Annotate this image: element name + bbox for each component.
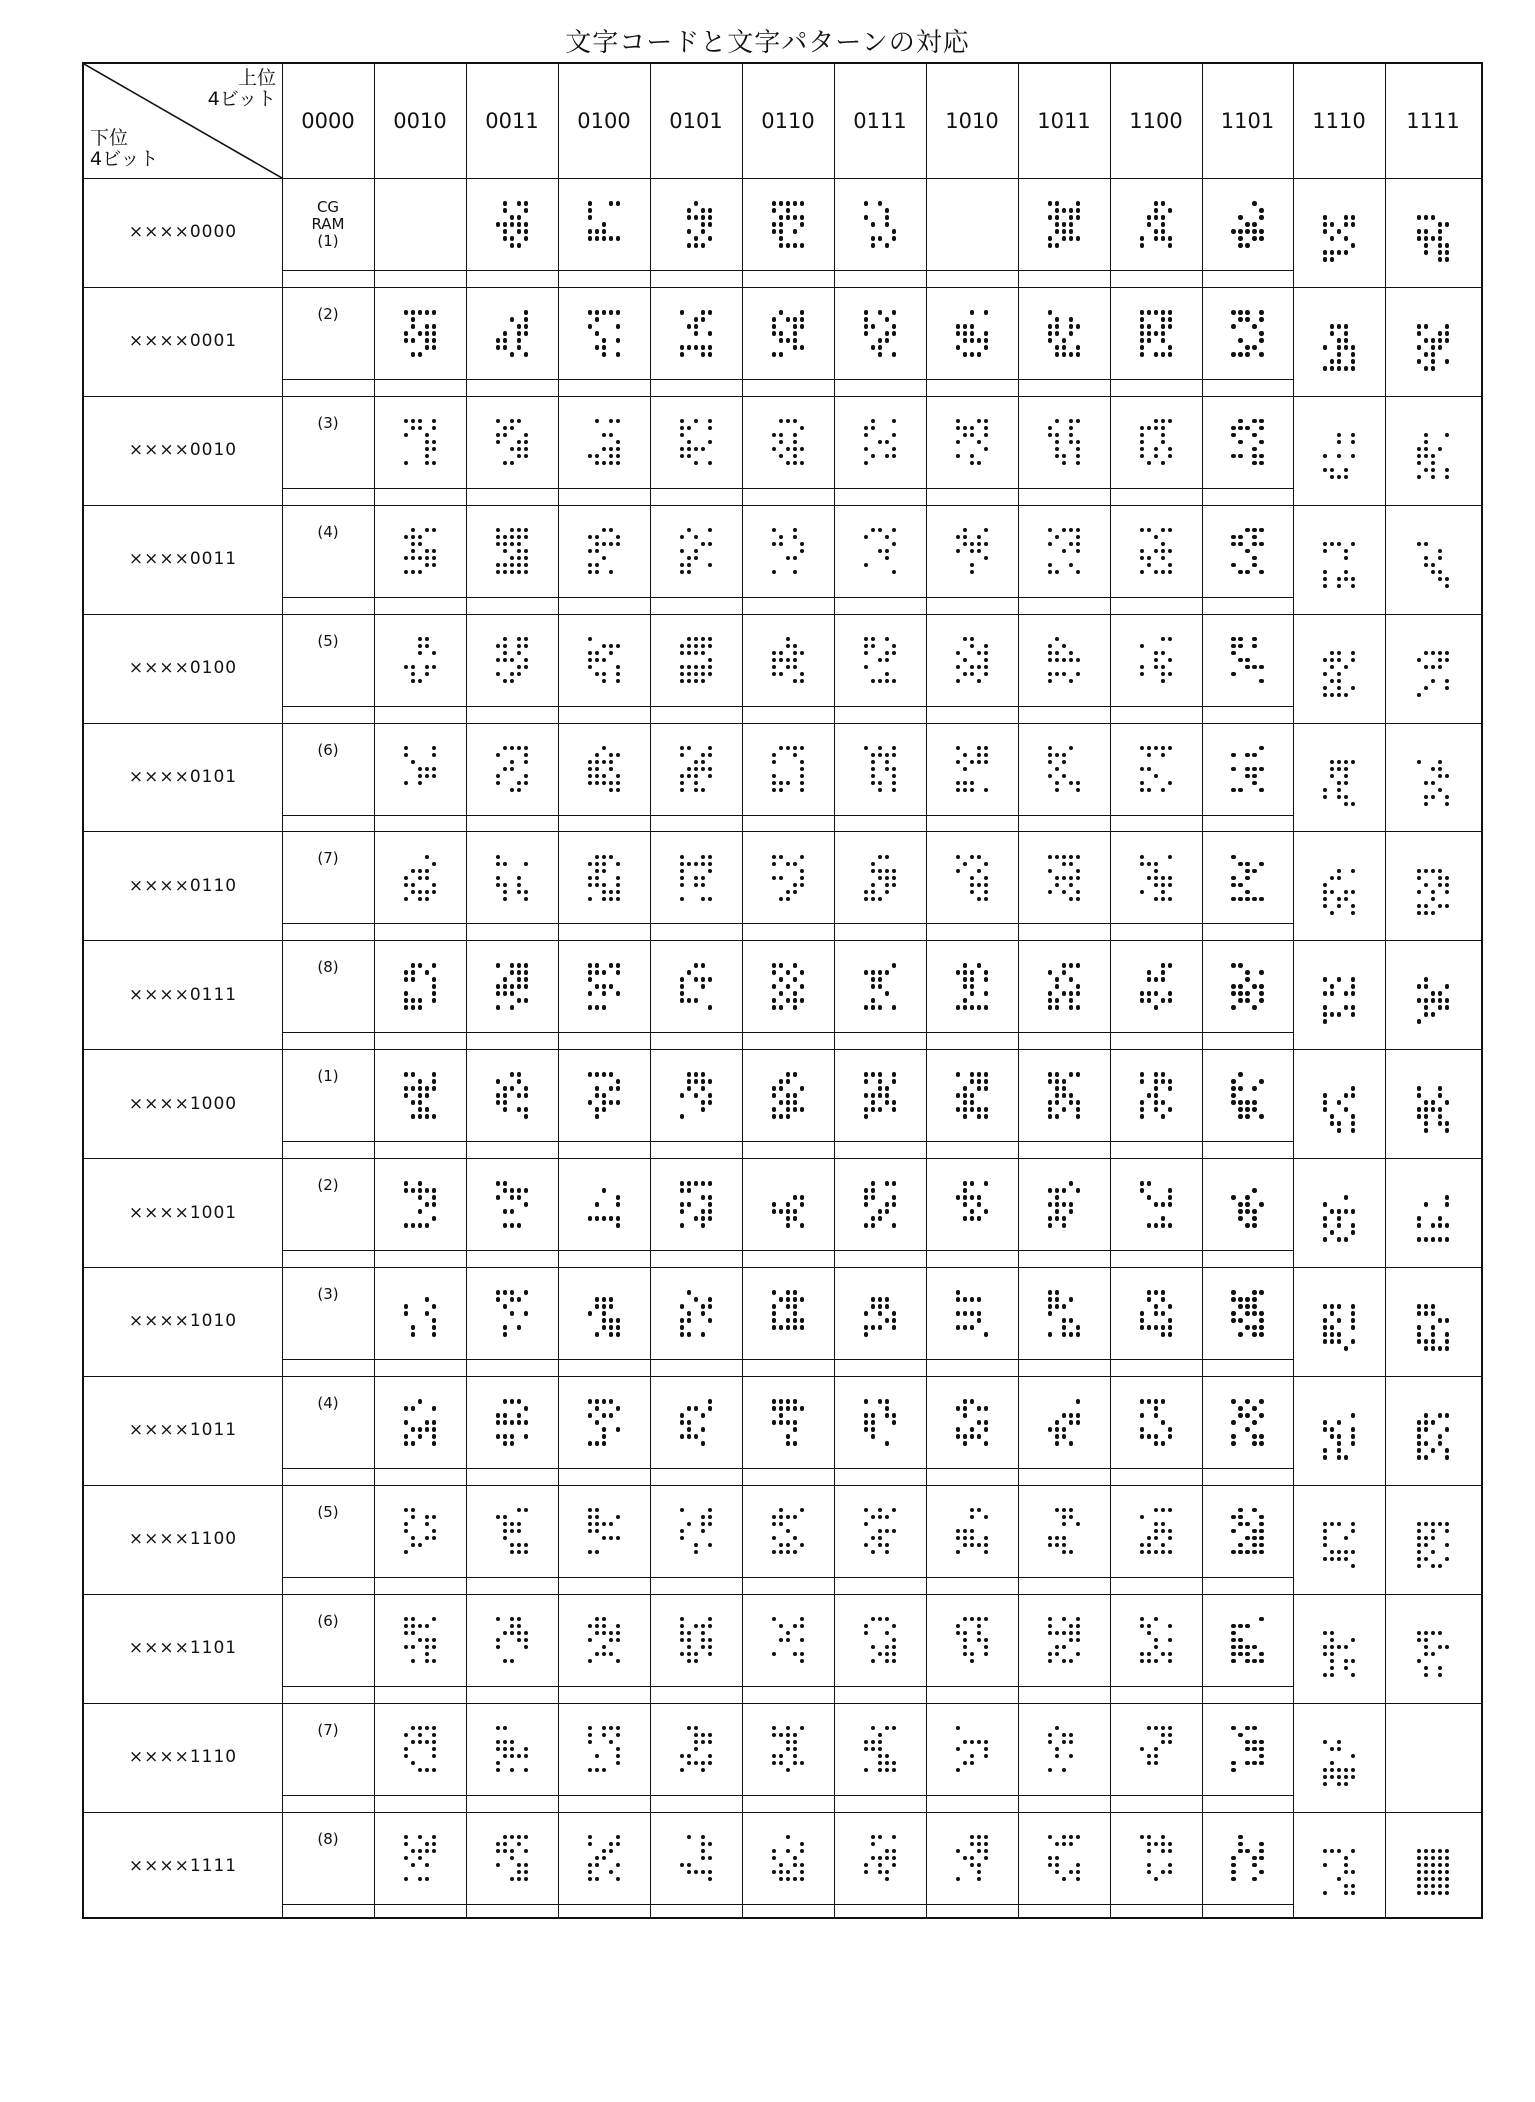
glyph-pattern [1047,1616,1082,1665]
glyph-pattern [587,200,622,249]
glyph-pattern [1047,309,1082,358]
glyph-pattern [403,853,438,902]
glyph-pattern [679,962,714,1011]
row-divider [84,940,1481,941]
glyph-pattern [955,745,990,794]
cgram-line1: CG [316,197,340,216]
glyph-pattern [1139,962,1174,1011]
character-code-table [82,62,1483,1919]
glyph-pattern [1322,1630,1357,1679]
glyph-pattern [771,636,806,685]
glyph-pattern [587,1616,622,1665]
glyph-pattern [587,636,622,685]
glyph-pattern [403,1507,438,1556]
glyph-pattern [587,1398,622,1447]
cgram-number: (4) [317,1393,339,1412]
glyph-pattern [1139,1725,1174,1774]
glyph-pattern [1230,309,1265,358]
glyph-subdivider [282,1904,1293,1905]
glyph-pattern [955,1289,990,1338]
glyph-subdivider [282,1359,1293,1360]
glyph-pattern [1416,1085,1451,1134]
glyph-pattern [495,1834,530,1883]
column-divider [926,64,927,1917]
glyph-pattern [1322,214,1357,263]
glyph-pattern [1322,541,1357,590]
glyph-pattern [1047,1180,1082,1229]
glyph-pattern [863,200,898,249]
glyph-pattern [863,418,898,467]
column-divider [1202,64,1203,1917]
glyph-pattern [771,1616,806,1665]
glyph-pattern [1047,1398,1082,1447]
glyph-pattern [771,1725,806,1774]
glyph-pattern [495,1725,530,1774]
glyph-pattern [587,745,622,794]
cgram-number: (2) [317,1176,339,1195]
glyph-pattern [1047,200,1082,249]
glyph-pattern [679,1616,714,1665]
glyph-pattern [1139,745,1174,794]
glyph-subdivider [282,923,1293,924]
row-label: ××××1110 [128,1747,238,1768]
cgram-number: (1) [317,1067,339,1086]
glyph-pattern [1322,650,1357,699]
glyph-pattern [863,962,898,1011]
glyph-pattern [1322,1848,1357,1897]
glyph-subdivider [282,1250,1293,1251]
glyph-pattern [863,1289,898,1338]
glyph-pattern [771,200,806,249]
glyph-pattern [1047,527,1082,576]
glyph-pattern [1047,1289,1082,1338]
row-divider [84,505,1481,506]
glyph-pattern [955,962,990,1011]
glyph-pattern [1416,976,1451,1025]
column-divider [374,64,375,1917]
column-header: 1110 [1312,109,1366,133]
glyph-pattern [679,200,714,249]
column-header: 0000 [301,109,355,133]
glyph-pattern [1322,323,1357,372]
glyph-pattern [403,636,438,685]
column-header: 1010 [945,109,999,133]
glyph-pattern [403,418,438,467]
glyph-pattern [679,1507,714,1556]
row-divider [84,1703,1481,1704]
glyph-pattern [1416,432,1451,481]
glyph-pattern [403,1616,438,1665]
column-divider [742,64,743,1917]
glyph-pattern [495,418,530,467]
glyph-pattern [955,527,990,576]
cgram-cell [282,178,374,270]
glyph-pattern [403,962,438,1011]
glyph-pattern [863,1834,898,1883]
glyph-pattern [1047,636,1082,685]
glyph-pattern [1230,527,1265,576]
glyph-pattern [863,1071,898,1120]
glyph-pattern [587,1507,622,1556]
glyph-pattern [1139,636,1174,685]
glyph-pattern [771,745,806,794]
column-header: 0110 [761,109,815,133]
row-divider [84,1158,1481,1159]
glyph-subdivider [282,270,1293,271]
corner-diagonal [84,64,282,178]
glyph-pattern [1322,1521,1357,1570]
glyph-pattern [679,1834,714,1883]
row-divider [84,1049,1481,1050]
glyph-pattern [1416,1412,1451,1461]
glyph-pattern [495,1180,530,1229]
row-label: ××××0100 [128,658,238,679]
upper-bits: 4ビット [207,88,276,110]
row-divider [84,831,1481,832]
glyph-pattern [1322,867,1357,916]
row-label: ××××0010 [128,440,238,461]
upper-label: 上位 [237,67,276,89]
glyph-pattern [1230,1834,1265,1883]
row-divider [84,1376,1481,1377]
column-divider [834,64,835,1917]
glyph-pattern [679,745,714,794]
glyph-pattern [1230,1180,1265,1229]
lower-label: 下位 [90,127,129,149]
glyph-subdivider [282,1686,1293,1687]
glyph-pattern [1416,214,1451,263]
glyph-pattern [495,1507,530,1556]
glyph-pattern [587,1289,622,1338]
row-label: ××××0101 [128,766,238,787]
glyph-pattern [1139,527,1174,576]
glyph-pattern [863,636,898,685]
column-divider [650,64,651,1917]
glyph-pattern [955,1398,990,1447]
glyph-pattern [1230,1616,1265,1665]
row-label: ××××1011 [128,1420,238,1441]
column-divider [466,64,467,1917]
glyph-pattern [495,527,530,576]
glyph-pattern [1230,636,1265,685]
column-divider [1018,64,1019,1917]
glyph-pattern [679,527,714,576]
glyph-subdivider [282,1577,1293,1578]
glyph-pattern [1139,1507,1174,1556]
glyph-pattern [955,1616,990,1665]
glyph-pattern [587,1180,622,1229]
glyph-pattern [863,1507,898,1556]
cgram-number: (5) [317,1502,339,1521]
glyph-pattern [1322,1739,1357,1788]
glyph-pattern [1230,1507,1265,1556]
glyph-pattern [403,309,438,358]
glyph-pattern [587,1834,622,1883]
glyph-pattern [495,636,530,685]
row-label: ××××1010 [128,1311,238,1332]
column-header: 1101 [1220,109,1275,133]
glyph-pattern [1322,1412,1357,1461]
row-label: ××××0011 [128,549,238,570]
glyph-pattern [495,309,530,358]
glyph-pattern [771,418,806,467]
glyph-pattern [403,745,438,794]
glyph-pattern [403,1289,438,1338]
glyph-subdivider [282,597,1293,598]
glyph-pattern [587,1071,622,1120]
glyph-pattern [955,1507,990,1556]
column-header: 1011 [1037,109,1091,133]
glyph-pattern [679,1180,714,1229]
page-title: 文字コードと文字パターンの対応 [565,28,970,58]
glyph-pattern [495,962,530,1011]
row-divider [84,614,1481,615]
row-label: ××××1111 [128,1855,238,1876]
glyph-pattern [1230,1725,1265,1774]
glyph-pattern [1230,200,1265,249]
column-divider [558,64,559,1917]
glyph-pattern [679,309,714,358]
cgram-line3: (1) [317,231,339,250]
glyph-pattern [1139,418,1174,467]
glyph-pattern [863,1616,898,1665]
glyph-pattern [1322,759,1357,808]
glyph-pattern [679,1725,714,1774]
glyph-pattern [1322,1085,1357,1134]
row-label: ××××1000 [128,1093,238,1114]
glyph-pattern [1047,745,1082,794]
glyph-pattern [1322,432,1357,481]
glyph-pattern [679,1289,714,1338]
lower-bits: 4ビット [90,148,159,170]
glyph-pattern [1416,867,1451,916]
row-label: ××××1101 [128,1638,238,1659]
glyph-pattern [679,1071,714,1120]
column-header: 0101 [669,109,723,133]
glyph-pattern [1139,1071,1174,1120]
row-divider [84,287,1481,288]
glyph-pattern [1322,1303,1357,1352]
glyph-pattern [771,1180,806,1229]
glyph-pattern [1139,1180,1174,1229]
cgram-number: (6) [317,1611,339,1630]
glyph-pattern [863,309,898,358]
glyph-pattern [863,1398,898,1447]
column-divider [1110,64,1111,1917]
glyph-pattern [495,853,530,902]
glyph-pattern [1139,1289,1174,1338]
glyph-pattern [679,853,714,902]
column-header: 0111 [853,109,907,133]
glyph-pattern [587,853,622,902]
row-label: ××××0111 [128,984,238,1005]
glyph-pattern [955,309,990,358]
column-divider [1385,64,1386,1917]
glyph-pattern [1416,1194,1451,1243]
glyph-pattern [495,1398,530,1447]
glyph-pattern [771,309,806,358]
glyph-pattern [495,1616,530,1665]
glyph-pattern [1322,1194,1357,1243]
glyph-pattern [587,1725,622,1774]
glyph-pattern [863,527,898,576]
glyph-pattern [1139,200,1174,249]
glyph-pattern [1416,650,1451,699]
glyph-pattern [587,309,622,358]
glyph-pattern [771,1834,806,1883]
glyph-pattern [771,962,806,1011]
glyph-pattern [1230,853,1265,902]
cgram-number: (2) [317,304,339,323]
row-label: ××××1100 [128,1529,238,1550]
row-divider [84,1594,1481,1595]
glyph-pattern [1139,1616,1174,1665]
corner-header [84,64,282,178]
glyph-pattern [1230,962,1265,1011]
glyph-subdivider [282,379,1293,380]
glyph-pattern [1139,1834,1174,1883]
glyph-pattern [403,1834,438,1883]
glyph-subdivider [282,815,1293,816]
glyph-pattern [863,853,898,902]
row-divider [84,1485,1481,1486]
row-label: ××××0110 [128,875,238,896]
column-header: 0010 [393,109,447,133]
column-divider [282,64,283,1917]
glyph-pattern [679,418,714,467]
glyph-pattern [1139,309,1174,358]
glyph-pattern [955,853,990,902]
glyph-pattern [1047,1725,1082,1774]
cgram-number: (8) [317,958,339,977]
glyph-pattern [403,1071,438,1120]
glyph-pattern [955,1834,990,1883]
glyph-pattern [863,745,898,794]
glyph-pattern [1047,962,1082,1011]
row-label: ××××0000 [128,222,238,243]
glyph-pattern [679,1398,714,1447]
glyph-pattern [863,1180,898,1229]
glyph-pattern [955,636,990,685]
cgram-number: (8) [317,1829,339,1848]
glyph-pattern [1230,1071,1265,1120]
glyph-pattern [1416,1303,1451,1352]
glyph-pattern [771,1398,806,1447]
glyph-pattern [1047,1834,1082,1883]
glyph-pattern [495,1071,530,1120]
glyph-pattern [495,1289,530,1338]
glyph-pattern [403,1398,438,1447]
row-divider [84,1267,1481,1268]
row-label: ××××0001 [128,331,238,352]
glyph-pattern [1416,323,1451,372]
column-header: 1100 [1129,109,1183,133]
cgram-number: (7) [317,849,339,868]
column-header: 1111 [1406,109,1460,133]
glyph-pattern [1230,1289,1265,1338]
glyph-pattern [771,1507,806,1556]
glyph-pattern [1230,418,1265,467]
cgram-number: (7) [317,1720,339,1739]
cgram-number: (3) [317,413,339,432]
cgram-line2: RAM [311,214,345,233]
glyph-pattern [587,418,622,467]
glyph-pattern [1416,541,1451,590]
glyph-subdivider [282,488,1293,489]
row-divider [84,723,1481,724]
glyph-pattern [1047,418,1082,467]
glyph-pattern [587,527,622,576]
glyph-pattern [1047,853,1082,902]
row-divider [84,1812,1481,1813]
glyph-pattern [1416,1848,1451,1897]
glyph-subdivider [282,1468,1293,1469]
glyph-pattern [403,527,438,576]
glyph-pattern [955,1180,990,1229]
cgram-number: (4) [317,522,339,541]
glyph-pattern [1047,1071,1082,1120]
glyph-pattern [403,1725,438,1774]
glyph-pattern [403,1180,438,1229]
glyph-pattern [1416,759,1451,808]
glyph-pattern [1139,853,1174,902]
cgram-number: (6) [317,740,339,759]
cgram-number: (3) [317,1285,339,1303]
row-label: ××××1001 [128,1202,238,1223]
glyph-pattern [955,1725,990,1774]
glyph-pattern [495,745,530,794]
glyph-pattern [1230,1398,1265,1447]
glyph-pattern [587,962,622,1011]
glyph-pattern [495,200,530,249]
glyph-subdivider [282,1141,1293,1142]
glyph-pattern [1416,1630,1451,1679]
glyph-subdivider [282,706,1293,707]
column-header: 0011 [485,109,539,133]
glyph-pattern [1322,976,1357,1025]
glyph-subdivider [282,1795,1293,1796]
row-divider [84,396,1481,397]
glyph-pattern [1139,1398,1174,1447]
glyph-pattern [955,1071,990,1120]
glyph-pattern [771,527,806,576]
column-header: 0100 [577,109,631,133]
column-divider [1293,64,1294,1917]
glyph-pattern [1416,1521,1451,1570]
glyph-pattern [1047,1507,1082,1556]
glyph-pattern [1230,745,1265,794]
glyph-pattern [771,1071,806,1120]
glyph-pattern [955,418,990,467]
cgram-number: (5) [317,631,339,650]
glyph-pattern [771,853,806,902]
glyph-subdivider [282,1032,1293,1033]
glyph-pattern [771,1289,806,1338]
glyph-pattern [863,1725,898,1774]
glyph-pattern [679,636,714,685]
